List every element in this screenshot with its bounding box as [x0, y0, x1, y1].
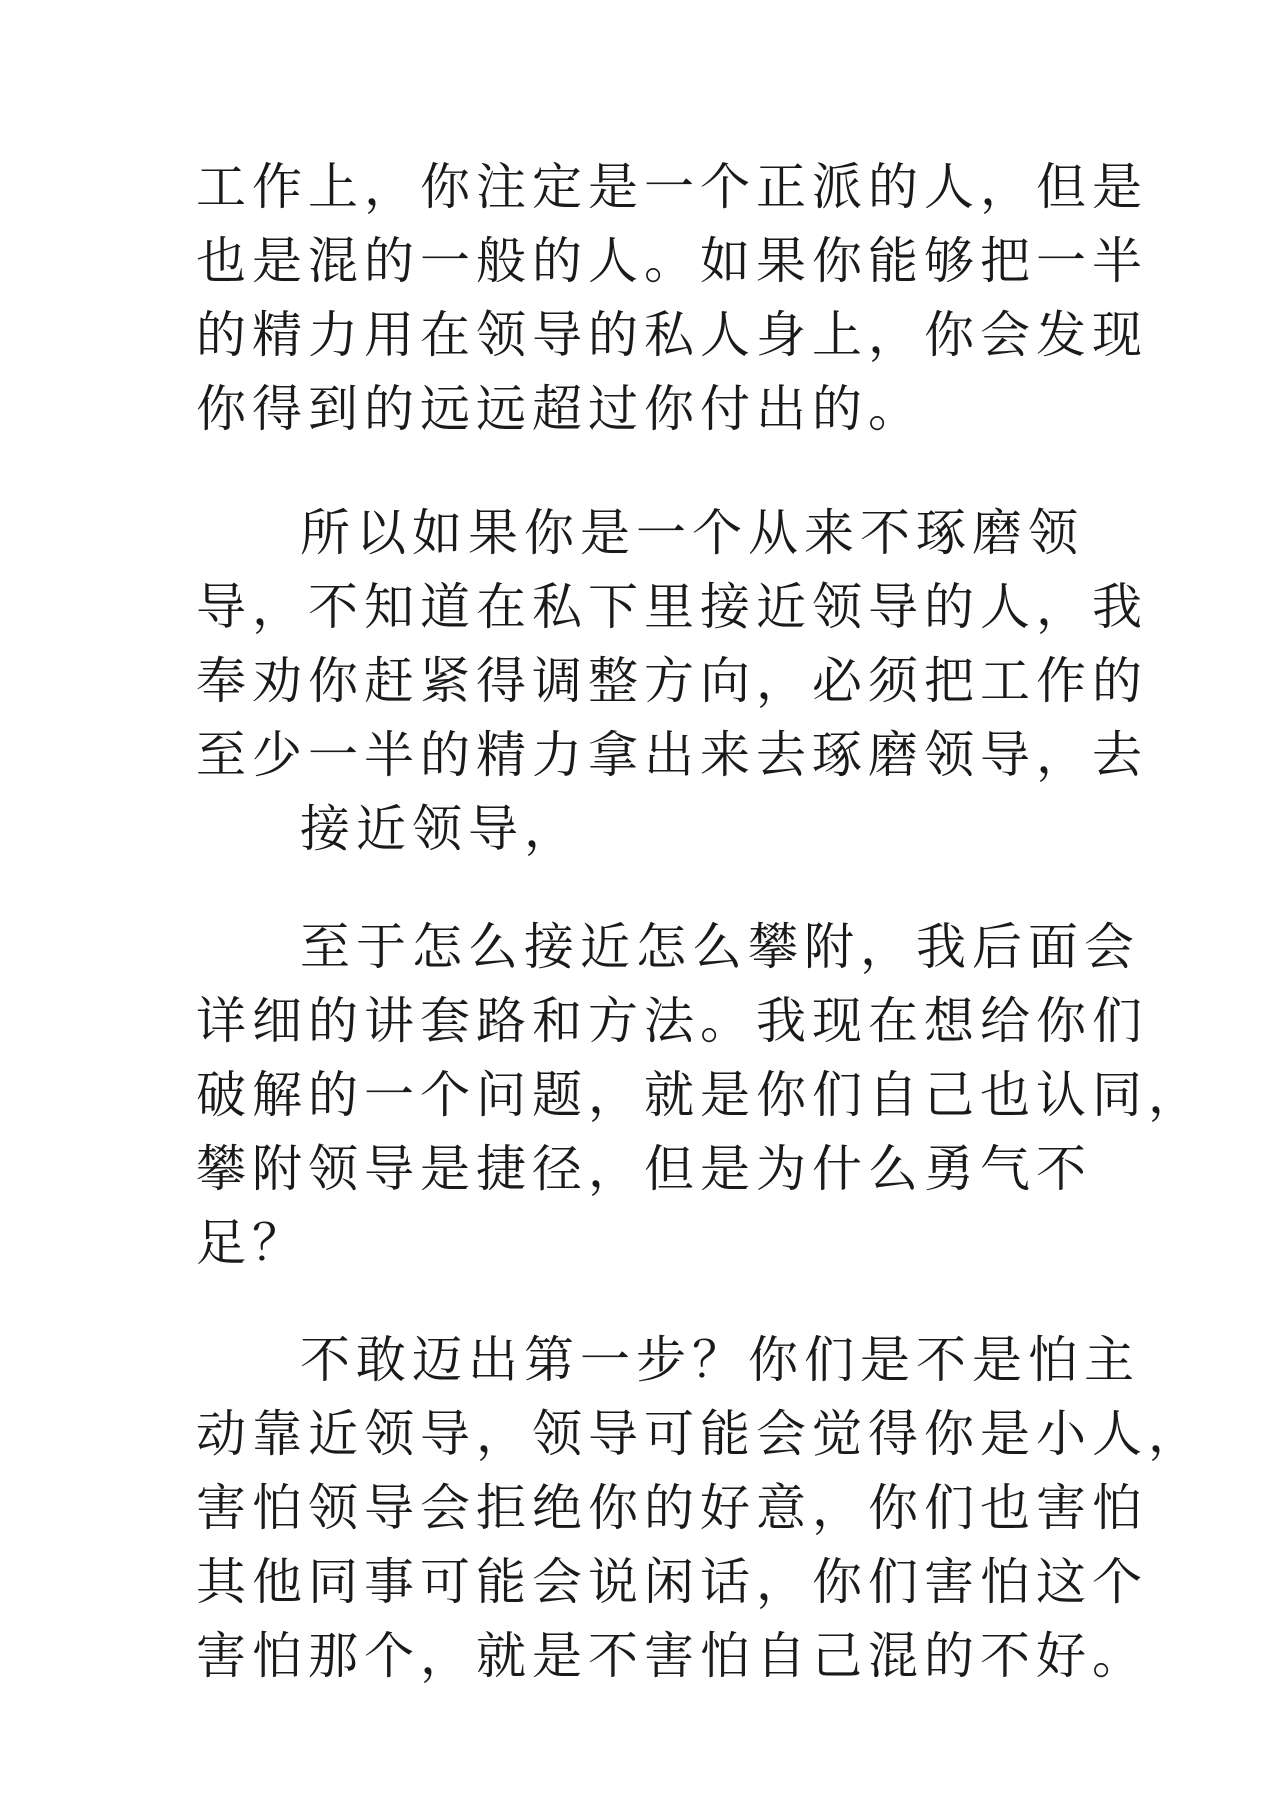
paragraph-line: 攀附领导是捷径，但是为什么勇气不 [196, 1140, 1092, 1198]
paragraph-line: 足？ [196, 1214, 308, 1272]
paragraph-line: 你得到的远远超过你付出的。 [196, 380, 924, 438]
paragraph-line: 不敢迈出第一步？你们是不是怕主 [300, 1331, 1140, 1389]
paragraph-1 [196, 150, 1148, 446]
paragraph-line: 详细的讲套路和方法。我现在想给你们 [196, 992, 1148, 1050]
paragraph-line: 奉劝你赶紧得调整方向，必须把工作的 [196, 652, 1148, 710]
paragraph-line: 也是混的一般的人。如果你能够把一半 [196, 232, 1148, 290]
paragraph-2 [196, 496, 1148, 866]
paragraph-line: 导，不知道在私下里接近领导的人，我 [196, 578, 1148, 636]
paragraph-line: 破解的一个问题，就是你们自己也认同， [196, 1066, 1204, 1124]
paragraph-line: 动靠近领导，领导可能会觉得你是小人， [196, 1405, 1204, 1463]
paragraph-4 [196, 1323, 1204, 1693]
paragraph-line: 接近领导， [300, 800, 580, 858]
paragraph-3 [196, 910, 1204, 1280]
paragraph-line: 所以如果你是一个从来不琢磨领 [300, 504, 1084, 562]
paragraph-line: 害怕那个，就是不害怕自己混的不好。 [196, 1627, 1148, 1685]
paragraph-line: 至少一半的精力拿出来去琢磨领导，去 [196, 726, 1148, 784]
paragraph-line: 至于怎么接近怎么攀附，我后面会 [300, 918, 1140, 976]
paragraph-line: 工作上，你注定是一个正派的人，但是 [196, 158, 1148, 216]
paragraph-line: 害怕领导会拒绝你的好意，你们也害怕 [196, 1479, 1148, 1537]
paragraph-line: 的精力用在领导的私人身上，你会发现 [196, 306, 1148, 364]
paragraph-line: 其他同事可能会说闲话，你们害怕这个 [196, 1553, 1148, 1611]
